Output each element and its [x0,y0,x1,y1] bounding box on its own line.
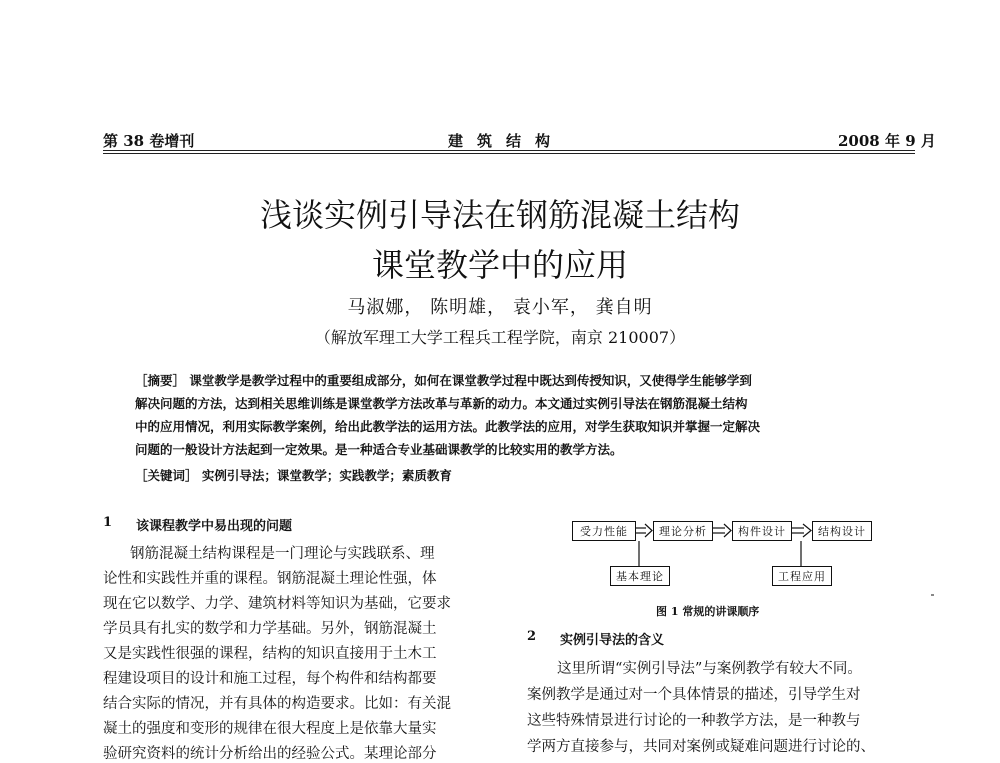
keywords-label: ［关键词］ [135,468,198,483]
abstract-line-1 [135,371,752,389]
keywords-line [135,466,452,484]
abstract-line-3: 中的应用情况，利用实际教学案例，给出此教学法的运用方法。此教学法的应用，对学生获取知识并掌握一定解决 [135,419,761,434]
section-1-line: 钢筋混凝土结构课程是一门理论与实践联系、理 [130,546,435,562]
section-2-line: 学两方直接参与，共同对案例或疑难问题进行讨论的、 [527,739,875,755]
section-1-line: 又是实践性很强的课程，结构的知识直接用于土木工 [103,646,437,662]
authors: 马淑娜， 陈明雄， 袁小军， 龚自明 [347,297,653,318]
flow-box-structure-design: 结构设计 [812,521,872,541]
flow-box-engineering-application: 工程应用 [772,566,832,586]
flow-arrow-3-head [803,524,811,537]
paper-title-line-1: 浅谈实例引导法在钢筋混凝土结构 [259,196,740,234]
journal-name: 建筑结构 [448,132,565,150]
flow-arrow-1-head [645,524,652,537]
section-1-line: 验研究资料的统计分析给出的经验公式。某理论部分 [103,746,437,762]
section-2-heading: 实例引导法的含义 [560,633,665,648]
section-2-line: 这里所谓“实例引导法”与案例教学有较大不同。 [557,661,862,677]
section-2-line: 案例教学是通过对一个具体情景的描述，引导学生对 [527,687,861,703]
section-1-line: 凝土的强度和变形的规律在很大程度上是依靠大量实 [103,721,437,737]
section-1-line: 程建设项目的设计和施工过程，每个构件和结构都要 [103,671,437,687]
section-1-line: 学员具有扎实的数学和力学基础。另外，钢筋混凝土 [103,621,437,637]
section-1-line: 结合实际的情况，并有具体的构造要求。比如：有关混 [103,696,451,712]
journal-volume: 第 38 卷增刊 [103,132,195,150]
paper-title-line-2: 课堂教学中的应用 [371,246,628,284]
figure-caption: 图 1 常规的讲课顺序 [656,605,760,618]
header-rule-top [103,150,915,151]
flow-box-basic-theory: 基本理论 [610,566,670,586]
flow-box-force-behavior: 受力性能 [572,521,636,541]
flow-box-member-design: 构件设计 [732,521,792,541]
section-2-number: 2 [527,629,537,644]
keywords-text: 实例引导法；课堂教学；实践教学；素质教育 [201,468,452,483]
abstract-line-4: 问题的一般设计方法起到一定效果。是一种适合专业基础课教学的比较实用的教学方法。 [135,442,623,457]
flow-box-theory-analysis: 理论分析 [653,521,713,541]
scan-speck [931,594,934,596]
abstract-text: 课堂教学是教学过程中的重要组成部分，如何在课堂教学过程中既达到传授知识，又使得学生能够学到 [189,373,752,388]
abstract-line-2: 解决问题的方法，达到相关思维训练是课堂教学方法改革与革新的动力。本文通过实例引导法在钢筋混凝土结构 [135,396,748,411]
abstract-label: ［摘要］ [135,373,186,388]
header-rule-bottom [103,153,915,154]
flow-arrow-2-head [724,524,731,537]
section-1-number: 1 [103,515,113,530]
section-1-heading: 该课程教学中易出现的问题 [136,519,293,534]
section-2-line: 这些特殊情景进行讨论的一种教学方法，是一种教与 [527,713,861,729]
issue-date: 2008 年 9 月 [838,132,936,150]
section-1-line: 论性和实践性并重的课程。钢筋混凝土理论性强，体 [103,571,437,587]
section-1-line: 现在它以数学、力学、建筑材料等知识为基础，它要求 [103,596,451,612]
affiliation: （解放军理工大学工程兵工程学院，南京 210007） [314,328,686,347]
